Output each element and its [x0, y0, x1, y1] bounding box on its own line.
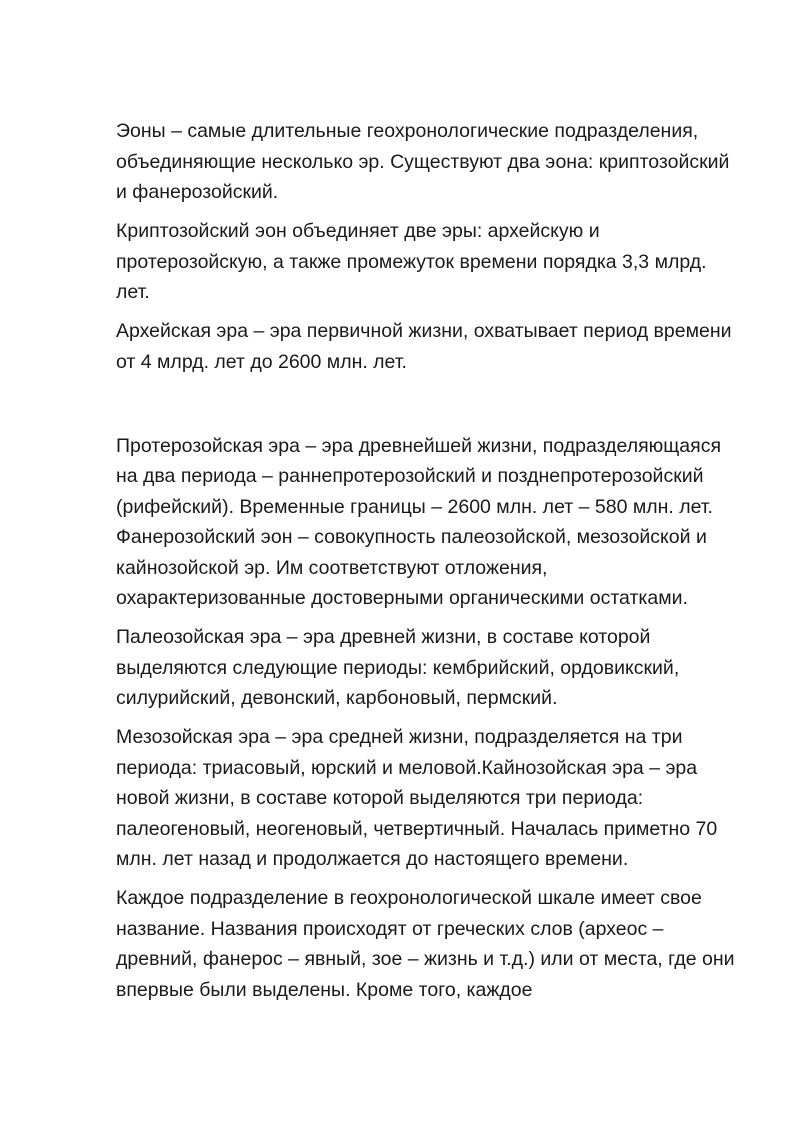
paragraph-archean: Архейская эра – эра первичной жизни, охватывает период времени от 4 млрд. лет до 2600 млн. лет.: [116, 320, 732, 373]
paragraph-naming: Каждое подразделение в геохронологической шкале имеет свое название. Названия происходят от греческих слов (археос – древний, фанерос – явный, зое – жизнь и т.д.) или от места, где они впервые были выделены. Кроме того, каждое: [116, 887, 735, 1001]
paragraph-mesozoic-cenozoic: Мезозойская эра – эра средней жизни, подразделяется на три периода: триасовый, юрский и меловой.Кайнозойская эра – эра новой жизни, в составе которой выделяются три периода: палеогеновый, неогеновый, четвертичный. Началась приметно 70 млн. лет назад и продолжается до настоящего времени.: [116, 726, 718, 870]
paragraph-proterozoic: Протерозойская эра – эра древнейшей жизни, подразделяющаяся на два периода – раннепротерозойский и позднепротерозойский (рифейский). Временные границы – 2600 млн. лет – 580 млн. лет. Фанерозойский эон – совокупность палеозойской, мезозойской и кайнозойской эр. Им соответствуют отложения, охарактеризованные достоверными органическими остатками.: [116, 434, 722, 609]
paragraph-cryptozoic: Криптозойский эон объединяет две эры: архейскую и протерозойскую, а также промежуток времени порядка 3,3 млрд. лет.: [116, 220, 707, 303]
paragraph-eons: Эоны – самые длительные геохронологические подразделения, объединяющие несколько эр. Существуют два эона: криптозойский и фанерозойский.: [116, 120, 730, 203]
paragraph-paleozoic: Палеозойская эра – эра древней жизни, в составе которой выделяются следующие периоды: кембрийский, ордовикский, силурийский, девонский, карбоновый, пермский.: [116, 626, 680, 709]
document-page: [116, 116, 736, 1014]
paragraph-gap: [116, 386, 736, 431]
